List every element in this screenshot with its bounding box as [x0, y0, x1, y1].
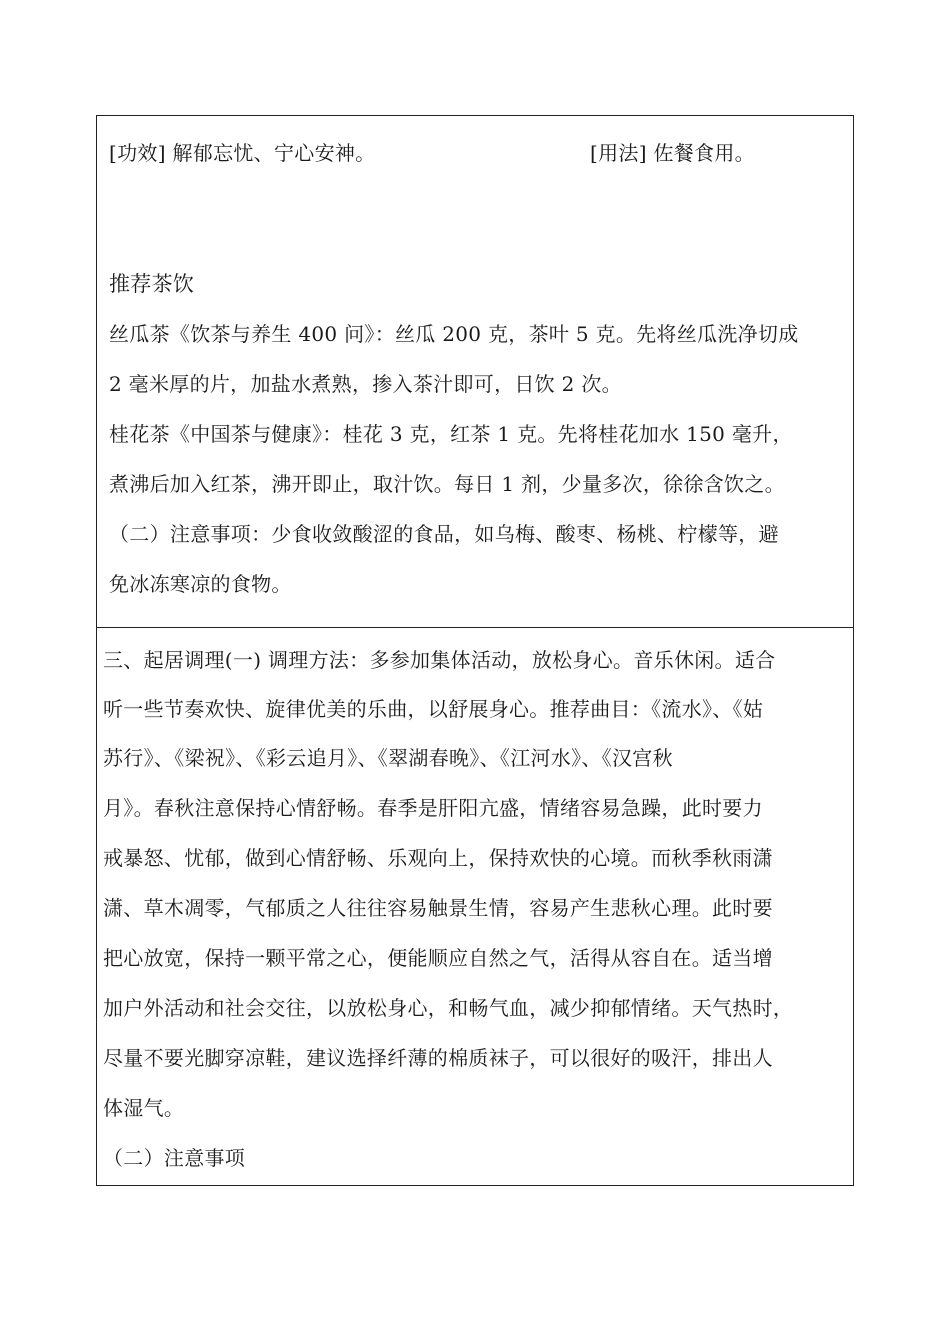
lifestyle-line: 尽量不要光脚穿凉鞋，建议选择纤薄的棉质袜子，可以很好的吸汗，排出人 — [103, 1046, 773, 1070]
table-cell-lifestyle — [97, 628, 853, 1185]
lifestyle-line: 月》。春秋注意保持心情舒畅。春季是肝阳亢盛，情绪容易急躁，此时要力 — [103, 796, 763, 820]
table-cell-diet — [97, 116, 853, 628]
tea-line: 煮沸后加入红茶，沸开即止，取汁饮。每日 1 剂，少量多次，徐徐含饮之。 — [109, 472, 785, 496]
lifestyle-line: 听一些节奏欢快、旋律优美的乐曲，以舒展身心。推荐曲目：《流水》、《姑 — [103, 697, 764, 721]
diet-caution-line: （二）注意事项：少食收敛酸涩的食品，如乌梅、酸枣、杨桃、柠檬等，避 — [109, 522, 779, 546]
lifestyle-caution-heading: （二）注意事项 — [103, 1146, 246, 1170]
diet-caution-line: 免冰冻寒凉的食物。 — [109, 572, 292, 596]
tea-line: 丝瓜茶《饮茶与养生 400 问》：丝瓜 200 克，茶叶 5 克。先将丝瓜洗净切成 — [109, 322, 799, 346]
lifestyle-line: 三、起居调理(一) 调理方法：多参加集体活动，放松身心。音乐休闲。适合 — [103, 648, 776, 672]
lifestyle-line: 苏行》、《梁祝》、《彩云追月》、《翠湖春晚》、《江河水》、《汉宫秋 — [103, 746, 673, 770]
lifestyle-line: 戒暴怒、忧郁，做到心情舒畅、乐观向上，保持欢快的心境。而秋季秋雨潇 — [103, 846, 773, 870]
effect-text: [功效] 解郁忘忧、宁心安神。 — [109, 141, 376, 165]
lifestyle-line: 潇、草木凋零，气郁质之人往往容易触景生情，容易产生悲秋心理。此时要 — [103, 896, 773, 920]
lifestyle-line: 把心放宽，保持一颗平常之心，便能顺应自然之气，活得从容自在。适当增 — [103, 946, 773, 970]
tea-line: 桂花茶《中国茶与健康》：桂花 3 克，红茶 1 克。先将桂花加水 150 毫升， — [109, 422, 793, 446]
usage-text: [用法] 佐餐食用。 — [590, 141, 755, 165]
document-table — [96, 115, 854, 1186]
lifestyle-line: 加户外活动和社会交往，以放松身心，和畅气血，减少抑郁情绪。天气热时， — [103, 996, 794, 1020]
tea-heading: 推荐茶饮 — [109, 272, 195, 296]
tea-line: 2 毫米厚的片，加盐水煮熟，掺入茶汁即可，日饮 2 次。 — [109, 372, 622, 396]
lifestyle-line: 体湿气。 — [103, 1096, 185, 1120]
